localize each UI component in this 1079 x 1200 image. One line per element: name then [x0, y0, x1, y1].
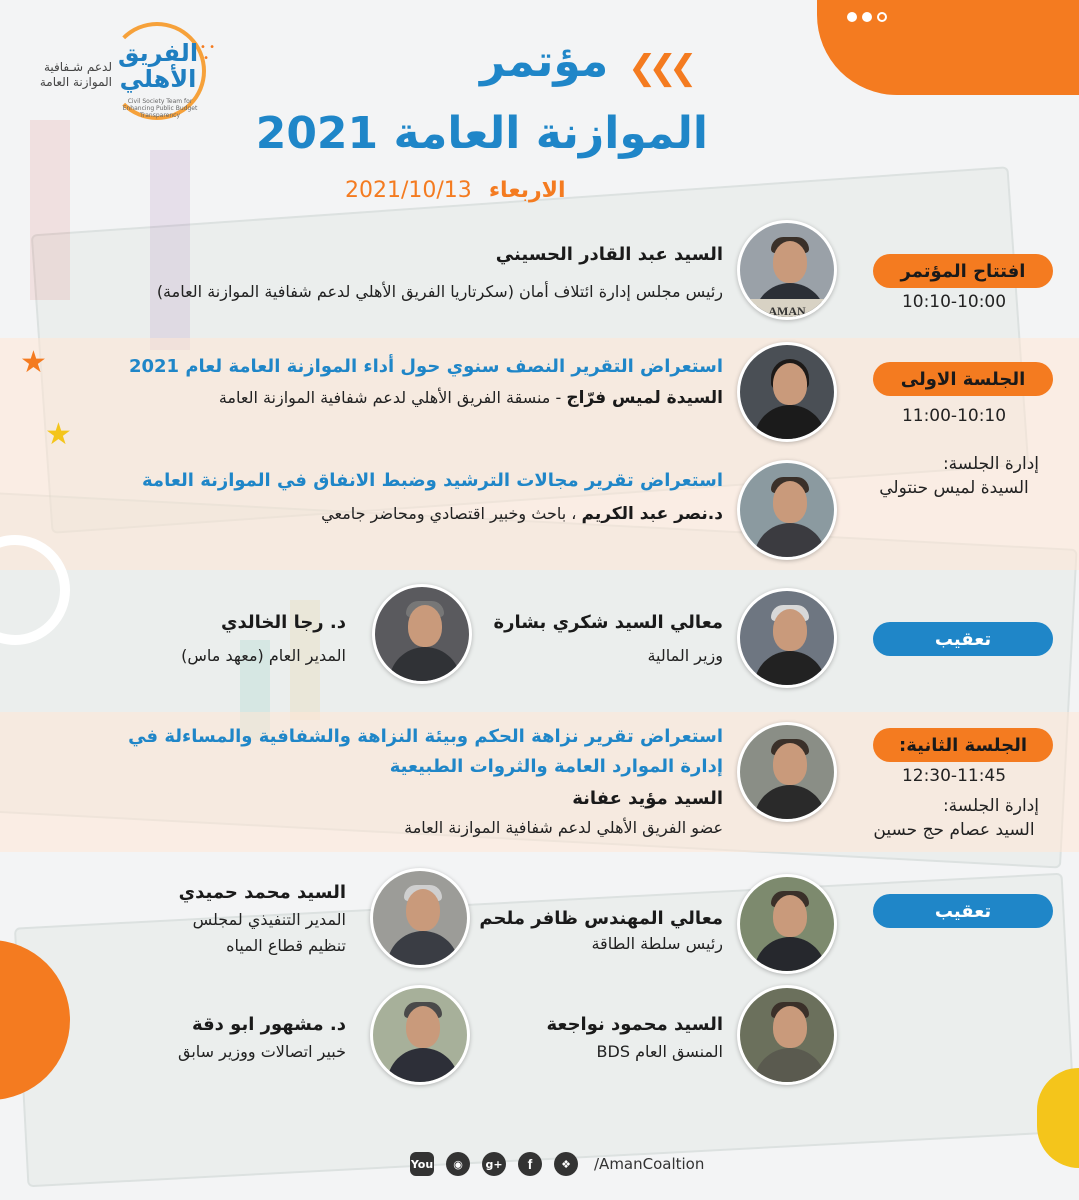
- star-icon: ★: [45, 417, 72, 452]
- speaker-name: السيد عبد القادر الحسيني: [495, 244, 723, 265]
- moderator-name: السيدة لميس حنتولي: [879, 478, 1029, 498]
- chart-bar-decor: [30, 120, 70, 300]
- speaker-name: السيد مؤيد عفانة: [572, 788, 723, 809]
- commentator-role-line2: تنظيم قطاع المياه: [226, 936, 346, 955]
- google-plus-icon[interactable]: g+: [482, 1152, 506, 1176]
- talk-speaker-line: [219, 388, 723, 408]
- session2-time: 12:30-11:45: [901, 766, 1007, 786]
- speaker-photo: [737, 985, 837, 1085]
- star-icon: ★: [20, 345, 47, 380]
- event-date: 2021/10/13: [345, 178, 472, 203]
- commentator-role: رئيس سلطة الطاقة: [591, 934, 723, 953]
- talk-topic-line2: إدارة الموارد العامة والثروات الطبيعية: [389, 756, 723, 777]
- speaker-photo: [737, 874, 837, 974]
- session1-moderation: [859, 452, 1049, 500]
- logo-title: الفريق الأهلي: [117, 39, 199, 93]
- session1-label: الجلسة الاولى: [873, 362, 1053, 396]
- moderation-label: إدارة الجلسة:: [942, 454, 1039, 474]
- speaker-role: - منسقة الفريق الأهلي لدعم شفافية الموازنة العامة: [218, 388, 567, 407]
- chart-bar-decor: [150, 150, 190, 350]
- twitter-icon[interactable]: ❖: [554, 1152, 578, 1176]
- commentator-role-line1: المدير التنفيذي لمجلس: [192, 910, 346, 929]
- opening-label: افتتاح المؤتمر: [873, 254, 1053, 288]
- commentator-role: المدير العام (معهد ماس): [181, 646, 346, 665]
- talk-topic-line1: استعراض تقرير نزاهة الحكم وبيئة النزاهة والشفافية والمساءلة في: [128, 726, 723, 747]
- commentary1-label: تعقيب: [873, 622, 1053, 656]
- commentary2-label: تعقيب: [873, 894, 1053, 928]
- moderation-label: إدارة الجلسة:: [942, 796, 1039, 816]
- session1-time: 11:00-10:10: [901, 406, 1007, 426]
- commentator-role: وزير المالية: [647, 646, 723, 665]
- instagram-icon[interactable]: ◉: [446, 1152, 470, 1176]
- speaker-photo: [737, 460, 837, 560]
- commentator-role: خبير اتصالات ووزير سابق: [177, 1042, 346, 1061]
- speaker-photo: [372, 584, 472, 684]
- logo-dots-icon: • • •: [200, 42, 215, 64]
- talk-topic: استعراض التقرير النصف سنوي حول أداء الموازنة العامة لعام 2021: [128, 356, 723, 377]
- moderator-name: السيد عصام حج حسين: [873, 820, 1035, 840]
- talk-speaker-line: [321, 504, 723, 524]
- dots-icon: [847, 12, 887, 22]
- speaker-name: د.نصر عبد الكريم: [581, 504, 723, 524]
- commentator-name: السيد محمد حميدي: [178, 882, 346, 903]
- speaker-photo: [737, 342, 837, 442]
- logo-subtitle-line1: لدعم شـفافية: [43, 60, 112, 74]
- commentator-name: معالي السيد شكري بشارة: [493, 612, 723, 633]
- session2-label: الجلسة الثانية:: [873, 728, 1053, 762]
- speaker-photo: [370, 985, 470, 1085]
- speaker-name: السيدة لميس فرّاج: [566, 388, 723, 408]
- logo-subtitle: [30, 60, 112, 90]
- speaker-photo: [737, 722, 837, 822]
- social-handle[interactable]: /AmanCoaltion: [594, 1155, 705, 1173]
- talk-topic: استعراض تقرير مجالات الترشيد وضبط الانفاق في الموازنة العامة: [142, 470, 723, 491]
- chevrons-icon: ❮❮❮: [628, 48, 690, 88]
- speaker-photo: [737, 588, 837, 688]
- facebook-icon[interactable]: f: [518, 1152, 542, 1176]
- page-title-line1: مؤتمر: [480, 36, 609, 87]
- logo-subtitle-line2: الموازنة العامة: [39, 75, 112, 89]
- date-line: [345, 178, 566, 203]
- opening-time: 10:10-10:00: [901, 292, 1007, 312]
- speaker-photo: [737, 220, 837, 320]
- commentator-name: معالي المهندس ظافر ملحم: [479, 908, 723, 929]
- session2-moderation: [859, 794, 1049, 842]
- speaker-photo: [370, 868, 470, 968]
- logo-english: Civil Society Team for Enhancing Public Budget Transparency: [122, 98, 198, 119]
- commentator-name: السيد محمود نواجعة: [546, 1014, 723, 1035]
- event-day: الاربعاء: [488, 178, 566, 203]
- commentator-name: د. مشهور ابو دقة: [191, 1014, 346, 1035]
- youtube-icon[interactable]: You: [410, 1152, 434, 1176]
- social-footer: [410, 1152, 704, 1176]
- speaker-role: ، باحث وخبير اقتصادي ومحاضر جامعي: [321, 504, 582, 523]
- logo: [30, 22, 220, 122]
- top-decor-shape: [817, 0, 1079, 95]
- speaker-role: عضو الفريق الأهلي لدعم شفافية الموازنة العامة: [404, 818, 723, 837]
- photo-caption: AMAN: [740, 299, 834, 320]
- speaker-role: رئيس مجلس إدارة ائتلاف أمان (سكرتاريا الفريق الأهلي لدعم شفافية الموازنة العامة): [156, 282, 723, 301]
- page-title-line2: الموازنة العامة 2021: [255, 108, 708, 159]
- commentator-role: المنسق العام BDS: [596, 1042, 723, 1061]
- commentator-name: د. رجا الخالدي: [220, 612, 346, 633]
